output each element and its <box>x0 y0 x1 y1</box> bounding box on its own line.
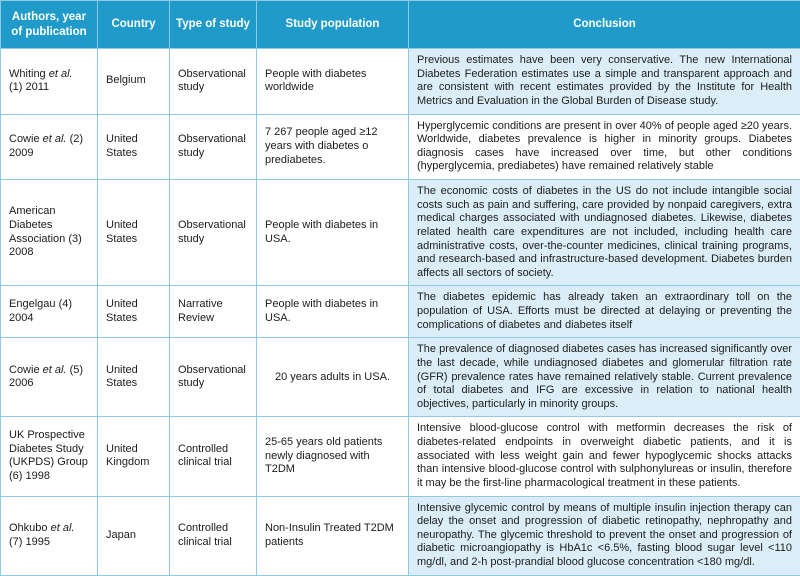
cell-country: United States <box>98 180 170 286</box>
cell-conclusion: Previous estimates have been very conservative. The new International Diabetes Federation estimates use a simple and transparent approach and are consistent with recent estimates provided by the Institute for Health Metrics and Evaluation in the Global Burden of Disease study. <box>409 49 800 115</box>
cell-country: United States <box>98 286 170 338</box>
column-header-population: Study population <box>257 1 409 49</box>
author-name: Cowie <box>9 364 40 376</box>
cell-country: United Kingdom <box>98 417 170 496</box>
table-row <box>1 114 800 180</box>
author-name: Engelgau <box>9 298 56 310</box>
author-rest: (5) 2006 <box>9 364 83 390</box>
author-etal: et al. <box>43 133 67 145</box>
author-name: Whiting <box>9 68 46 80</box>
cell-authors <box>1 496 98 575</box>
cell-authors <box>1 338 98 417</box>
cell-country: Belgium <box>98 49 170 115</box>
cell-study-type: Observational study <box>170 180 257 286</box>
author-etal: et al. <box>49 68 73 80</box>
cell-study-type: Controlled clinical trial <box>170 496 257 575</box>
cell-population: 20 years adults in USA. <box>257 338 409 417</box>
author-name: American Diabetes Association <box>9 205 65 244</box>
cell-study-type: Observational study <box>170 114 257 180</box>
cell-authors <box>1 180 98 286</box>
author-name: Cowie <box>9 133 40 145</box>
table-header <box>1 1 800 49</box>
cell-study-type: Observational study <box>170 338 257 417</box>
table-row <box>1 338 800 417</box>
table-row <box>1 496 800 575</box>
author-rest: (6) 1998 <box>9 470 50 482</box>
author-name: UK Prospective Diabetes Study (UKPDS) Group <box>9 429 88 468</box>
author-rest: (7) 1995 <box>9 536 50 548</box>
table-row <box>1 49 800 115</box>
column-header-conclusion: Conclusion <box>409 1 800 49</box>
cell-population: People with diabetes worldwide <box>257 49 409 115</box>
author-etal: et al. <box>51 522 75 534</box>
cell-population: 7 267 people aged ≥12 years with diabetes o prediabetes. <box>257 114 409 180</box>
cell-conclusion: Hyperglycemic conditions are present in over 40% of people aged ≥20 years. Worldwide, diabetes prevalence is higher in minority groups. Diabetes diagnosis cases have increased over time, but other conditions (hyperglycemia, prediabetes) have remained relatively stable <box>409 114 800 180</box>
cell-conclusion: Intensive blood-glucose control with metformin decreases the risk of diabetes-related endpoints in overweight diabetic patients, and it is associated with less weight gain and fewer hypoglycemic shocks attacks than intensive blood-glucose control with sulphonylureas or insulin, therefore it may be the first-line pharmacological treatment in these patients. <box>409 417 800 496</box>
cell-study-type: Controlled clinical trial <box>170 417 257 496</box>
cell-study-type: Observational study <box>170 49 257 115</box>
cell-conclusion: Intensive glycemic control by means of multiple insulin injection therapy can delay the onset and progression of diabetic retinopathy, nephropathy and neuropathy. The glycemic threshold to prevent the onset and progression of diabetic microangiopathy is HbA1c <6.5%, fasting blood sugar level <110 mg/dl, and 2-h post-prandial blood glucose concentration <180 mg/dl. <box>409 496 800 575</box>
cell-authors <box>1 49 98 115</box>
cell-authors <box>1 286 98 338</box>
table-row <box>1 180 800 286</box>
cell-population: People with diabetes in USA. <box>257 286 409 338</box>
column-header-country: Country <box>98 1 170 49</box>
cell-country: United States <box>98 114 170 180</box>
author-rest: (4) 2004 <box>9 298 72 324</box>
author-rest: (2) 2009 <box>9 133 83 159</box>
cell-conclusion: The diabetes epidemic has already taken an extraordinary toll on the population of USA. Efforts must be directed at delaying or preventing the complications of diabetes and diabetes itself <box>409 286 800 338</box>
cell-country: Japan <box>98 496 170 575</box>
cell-population: 25-65 years old patients newly diagnosed with T2DM <box>257 417 409 496</box>
author-rest: (3) 2008 <box>9 233 82 259</box>
table-body <box>1 49 800 576</box>
cell-authors <box>1 417 98 496</box>
column-header-authors: Authors, year of publication <box>1 1 98 49</box>
author-name: Ohkubo <box>9 522 48 534</box>
author-etal: et al. <box>43 364 67 376</box>
cell-conclusion: The economic costs of diabetes in the US do not include intangible social costs such as pain and suffering, care provided by nonpaid caregivers, extra medical charges associated with undiagnosed diabetes. Likewise, diabetes related health care expenditures are not included, including health care administrative costs, over-the-counter medicines, clinical training programs, and research-based and infrastructure-based development. Diabetes burden affects all sectors of society. <box>409 180 800 286</box>
table-row <box>1 286 800 338</box>
table-row <box>1 417 800 496</box>
column-header-study-type: Type of study <box>170 1 257 49</box>
cell-population: Non-Insulin Treated T2DM patients <box>257 496 409 575</box>
cell-study-type: Narrative Review <box>170 286 257 338</box>
cell-country: United States <box>98 338 170 417</box>
author-rest: (1) 2011 <box>9 81 49 93</box>
cell-authors <box>1 114 98 180</box>
header-row <box>1 1 800 49</box>
cell-population: People with diabetes in USA. <box>257 180 409 286</box>
cell-conclusion: The prevalence of diagnosed diabetes cases has increased significantly over the last decade, while undiagnosed diabetes and glomerular filtration rate (GFR) prevalence rates have remained relatively stable. Current prevalence of total diabetes and IFG are excessive in relation to national health objectives, particularly in minority groups. <box>409 338 800 417</box>
